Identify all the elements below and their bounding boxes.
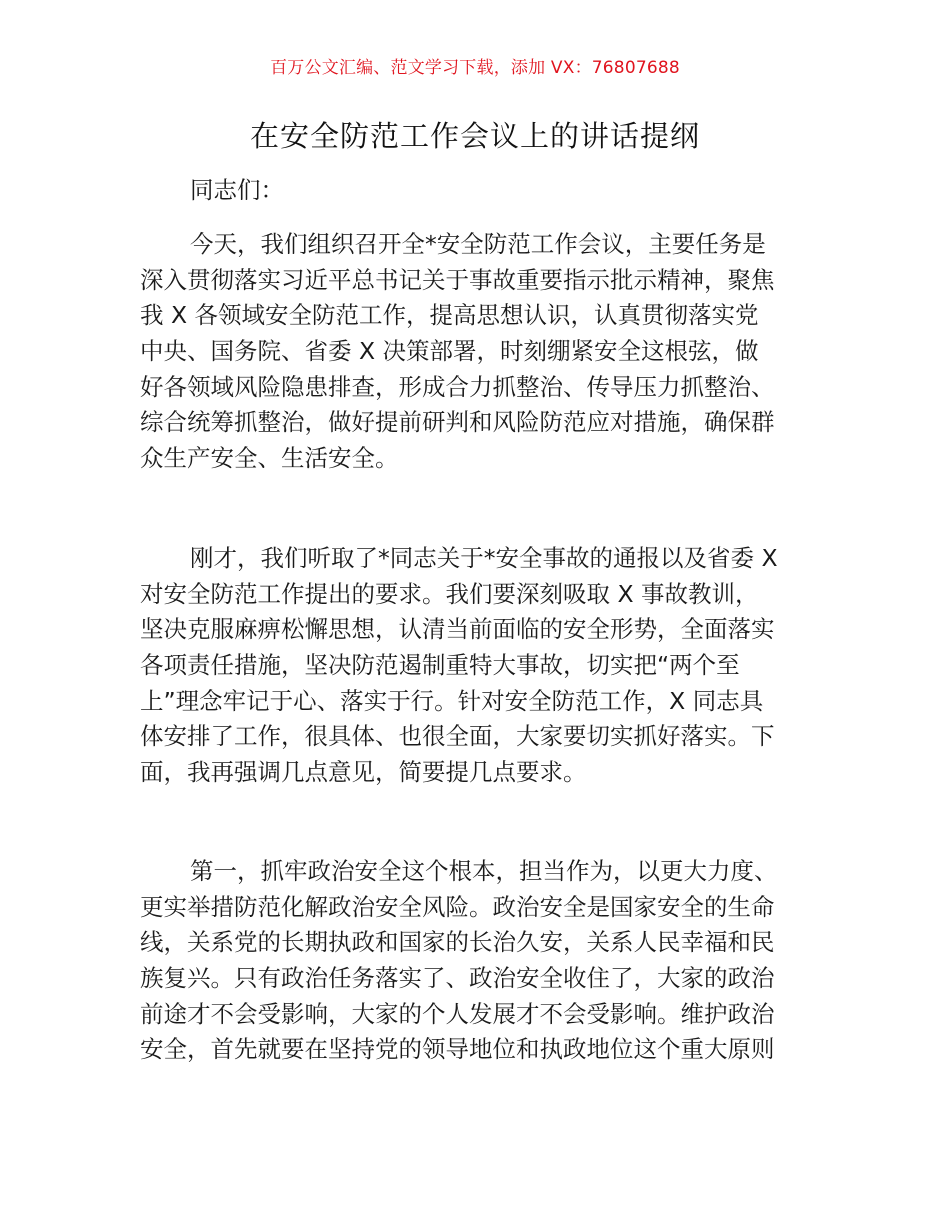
paragraph-line: 第一，抓牢政治安全这个根本，担当作为，以更大力度、 — [190, 857, 778, 885]
header-banner: 百万公文汇编、范文学习下载，添加 VX：76807688 — [270, 58, 680, 78]
paragraph-line: 综合统筹抓整治，做好提前研判和风险防范应对措施，确保群 — [140, 408, 775, 437]
paragraph-3 — [140, 854, 820, 1068]
paragraph-line: 面，我再强调几点意见，简要提几点要求。 — [140, 758, 587, 787]
paragraph-line: 众生产安全、生活安全。 — [140, 444, 399, 473]
paragraph-line: 好各领域风险隐患排查，形成合力抓整治、传导压力抓整治、 — [140, 372, 775, 401]
paragraph-line: 上”理念牢记于心、落实于行。针对安全防范工作，X 同志具 — [140, 686, 764, 715]
paragraph-line: 体安排了工作，很具体、也很全面，大家要切实抓好落实。下 — [140, 722, 775, 751]
paragraph-line: 今天，我们组织召开全*安全防范工作会议，主要任务是 — [190, 230, 766, 258]
paragraph-line: 各项责任措施，坚决防范遏制重特大事故，切实把“两个至 — [140, 651, 740, 680]
paragraph-line: 对安全防范工作提出的要求。我们要深刻吸取 X 事故教训， — [140, 579, 759, 608]
paragraph-line: 安全，首先就要在坚持党的领导地位和执政地位这个重大原则 — [140, 1035, 775, 1064]
paragraph-line: 中央、国务院、省委 X 决策部署，时刻绷紧安全这根弦，做 — [140, 337, 759, 366]
paragraph-line: 刚才，我们听取了*同志关于*安全事故的通报以及省委 X — [190, 544, 778, 572]
paragraph-line: 线，关系党的长期执政和国家的长治久安，关系人民幸福和民 — [140, 928, 775, 957]
paragraph-1 — [140, 227, 820, 477]
paragraph-line: 族复兴。只有政治任务落实了、政治安全收住了，大家的政治 — [140, 964, 775, 993]
paragraph-line: 前途才不会受影响，大家的个人发展才不会受影响。维护政治 — [140, 999, 775, 1028]
paragraph-2 — [140, 541, 820, 791]
paragraph-line: 更实举措防范化解政治安全风险。政治安全是国家安全的生命 — [140, 892, 775, 921]
paragraph-line: 坚决克服麻痹松懈思想，认清当前面临的安全形势，全面落实 — [140, 615, 775, 644]
salutation: 同志们： — [190, 176, 284, 204]
paragraph-line: 我 X 各领域安全防范工作，提高思想认识，认真贯彻落实党 — [140, 301, 759, 330]
paragraph-line: 深入贯彻落实习近平总书记关于事故重要指示批示精神，聚焦 — [140, 265, 775, 294]
document-title: 在安全防范工作会议上的讲话提纲 — [249, 119, 700, 153]
